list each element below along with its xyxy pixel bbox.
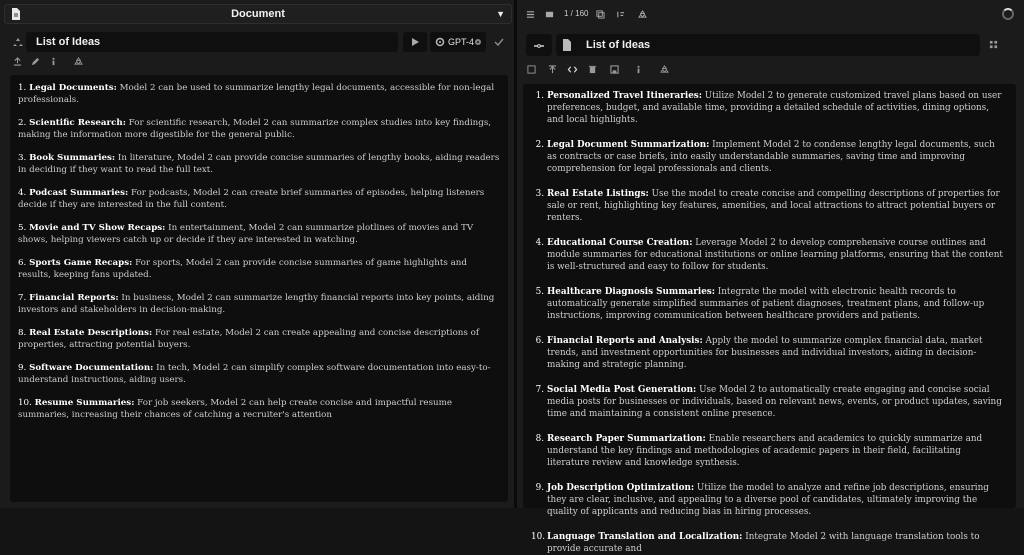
info-icon[interactable] [49, 57, 58, 66]
left-document-content[interactable] [10, 75, 508, 502]
save-icon[interactable] [610, 65, 619, 74]
list-item: 10. Resume Summaries: For job seekers, Model 2 can help create concise and impactful resume summaries, increasing their chances of catching a recruiter's attention [18, 398, 453, 420]
model-settings-icon[interactable] [474, 38, 482, 46]
right-doc-title: List of Ideas [586, 39, 651, 51]
right-title-field[interactable] [556, 34, 980, 56]
list-item: 4. Educational Course Creation: Leverage Model 2 to develop comprehensive course outlines and module summaries for educational institutions or online learning platforms, ensuring that the content is well-structured and easy to follow for students. [535, 238, 1003, 272]
upload-icon[interactable] [13, 57, 22, 66]
list-item: 7. Financial Reports: In business, Model 2 can summarize lengthy financial reports into key points, aiding investors and stakeholders in decision-making. [18, 293, 495, 315]
list-item: 2. Scientific Research: For scientific research, Model 2 can summarize complex studies into key findings, making the information more digestible for the general public. [18, 118, 492, 140]
list-item: 9. Software Documentation: In tech, Model 2 can simplify complex software documentation into easy-to-understand instructions, aiding users. [18, 363, 491, 385]
model-selector[interactable] [430, 32, 486, 52]
info-icon[interactable] [634, 65, 643, 74]
list-item: 1. Legal Documents: Model 2 can be used to summarize lengthy legal documents, accessible for non-legal professionals. [18, 83, 495, 105]
list-item: 5. Healthcare Diagnosis Summaries: Integrate the model with electronic health records to automatically generate simplified summaries of patient diagnoses, treatment plans, and follow-up instructions, improving communication between healthcare providers and patients. [535, 287, 985, 321]
list-item: 6. Sports Game Recaps: For sports, Model 2 can provide concise summaries of game highlights and results, keeping fans updated. [18, 258, 467, 280]
document-icon [562, 39, 572, 51]
link-icon [533, 40, 545, 52]
menu-icon[interactable] [526, 10, 535, 19]
link-button[interactable] [526, 34, 552, 56]
list-item: 7. Social Media Post Generation: Use Model 2 to automatically create engaging and concise social media posts for businesses or individuals, based on relevant news, events, or product updates, saving time and maintaining a consistent online presence. [535, 385, 1002, 419]
list-item: 9. Job Description Optimization: Utilize the model to analyze and refine job descriptions, ensuring they are clear, inclusive, and appealing to a diverse pool of candidates, ultimately improving the quality of applicants and reducing bias in hiring processes. [535, 483, 989, 517]
list-item: 1. Personalized Travel Itineraries: Utilize Model 2 to generate customized travel plans based on user preferences, budget, and available time, providing a detailed schedule of activities, dining options, and local highlights. [535, 91, 1002, 125]
list-item: 5. Movie and TV Show Recaps: In entertainment, Model 2 can summarize plotlines of movies and TV shows, helping viewers catch up or decide if they are interested in watching. [18, 223, 474, 245]
run-button[interactable] [403, 32, 427, 52]
edit-icon[interactable] [31, 57, 40, 66]
checkbox-icon[interactable] [527, 65, 536, 74]
list-item: 4. Podcast Summaries: For podcasts, Model 2 can create brief summaries of episodes, helping listeners decide if they are interested in the full content. [18, 188, 485, 210]
loading-spinner-icon [1002, 8, 1014, 20]
copy-icon[interactable] [596, 10, 605, 19]
list-item: 3. Book Summaries: In literature, Model 2 can provide concise summaries of lengthy books, aiding readers in deciding if they want to read the full text. [18, 153, 500, 175]
upload-icon[interactable] [548, 65, 557, 74]
document-selector-label: Document [231, 8, 285, 20]
left-doc-title: List of Ideas [36, 36, 101, 48]
play-icon [410, 37, 420, 47]
sort-icon[interactable] [616, 10, 625, 19]
gear-icon [435, 37, 445, 47]
code-icon[interactable] [568, 65, 577, 74]
left-title-field[interactable] [26, 32, 398, 52]
grid-icon[interactable] [989, 40, 998, 49]
dropdown-caret-icon[interactable]: ▼ [496, 9, 505, 19]
collapse-icon[interactable] [12, 36, 24, 48]
list-item: 8. Research Paper Summarization: Enable researchers and academics to quickly summarize and understand the key findings and methodologies of academic papers in their field, facilitating literature review and knowledge synthesis. [535, 434, 983, 468]
model-label: GPT-4 [448, 37, 475, 47]
trash-icon[interactable] [588, 65, 597, 74]
recycle-icon[interactable] [638, 10, 647, 19]
list-item: 3. Real Estate Listings: Use the model to create concise and compelling descriptions of properties for sale or rent, highlighting key features, amenities, and local attractions to attract potential buyers or renters. [535, 189, 1000, 223]
document-selector[interactable] [4, 4, 512, 24]
page-counter: 1 / 160 [564, 9, 589, 18]
list-item: 10. Language Translation and Localization: Integrate Model 2 with language translation tools to provide accurate and [531, 532, 980, 554]
list-item: 6. Financial Reports and Analysis: Apply the model to summarize complex financial data, market trends, and investment opportunities for businesses and individual investors, aiding in decision-making and strategic planning. [535, 336, 983, 370]
list-item: 8. Real Estate Descriptions: For real estate, Model 2 can create appealing and concise descriptions of properties, attracting potential buyers. [18, 328, 480, 350]
list-item: 2. Legal Document Summarization: Implement Model 2 to condense lengthy legal documents, such as contracts or case briefs, into easily understandable summaries, saving time and improving comprehension for legal professionals and clients. [535, 140, 995, 174]
layout-icon[interactable] [545, 10, 554, 19]
check-icon[interactable] [494, 37, 504, 47]
recycle-icon[interactable] [660, 65, 669, 74]
right-document-content[interactable] [523, 84, 1016, 554]
recycle-icon[interactable] [74, 57, 83, 66]
